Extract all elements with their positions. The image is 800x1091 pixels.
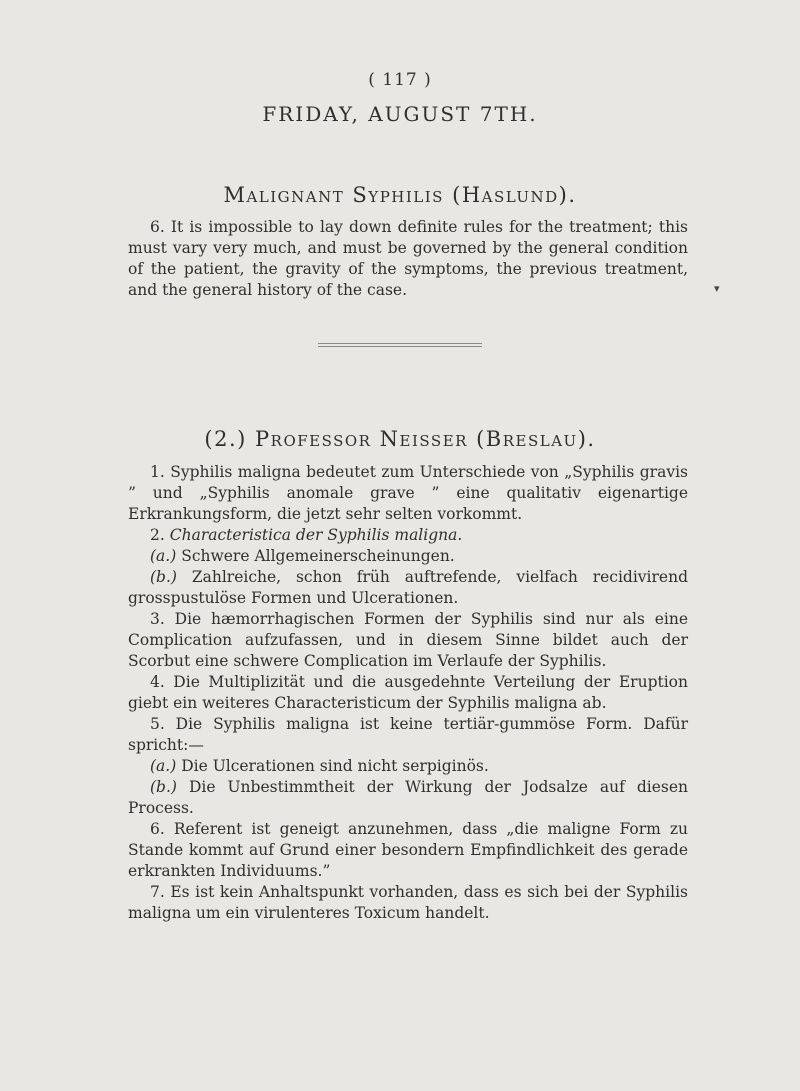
- section-heading-haslund: Malignant Syphilis (Haslund).: [223, 183, 577, 207]
- paragraph: 4. Die Multiplizität und die ausgedehnte Verteilung der Eruption giebt ein weiteres Characteristicum der Syphilis maligna ab.: [128, 673, 688, 712]
- section-heading-neisser: (2.) Professor Neisser (Breslau).: [204, 427, 596, 451]
- section2-body: [128, 462, 688, 924]
- paragraph: (b.) Zahlreiche, schon früh auftrefende, vielfach recidivirend grosspustulöse Formen und Ulcerationen.: [128, 568, 689, 607]
- paragraph: 1. Syphilis maligna bedeutet zum Unterschiede von „Syphilis gravis ” und „Syphilis anomale grave ” eine qualitativ eigenartige Erkrankungsform, die jetzt sehr selten vorkommt.: [128, 463, 688, 523]
- paragraph: (b.) Die Unbestimmtheit der Wirkung der Jodsalze auf diesen Process.: [128, 778, 688, 817]
- paragraph: 3. Die hæmorrhagischen Formen der Syphilis sind nur als eine Complication aufzufassen, und in diesem Sinne bildet auch der Scorbut eine schwere Complication im Verlaufe der Syphilis.: [128, 610, 688, 670]
- paragraph: 5. Die Syphilis maligna ist keine tertiär-gummöse Form. Dafür spricht:—: [128, 715, 688, 754]
- paragraph: (a.) Die Ulcerationen sind nicht serpiginös.: [150, 757, 489, 775]
- page-number: ( 117 ): [368, 70, 432, 90]
- paragraph: 6. Referent ist geneigt anzunehmen, dass „die maligne Form zu Stande kommt auf Grund einer besondern Empfindlichkeit des gerade erkrankten Individuums.”: [128, 820, 688, 880]
- paragraph: 7. Es ist kein Anhaltspunkt vorhanden, dass es sich bei der Syphilis maligna um ein virulenteres Toxicum handelt.: [128, 883, 688, 922]
- divider-rule: [318, 343, 482, 347]
- paragraph: (a.) Schwere Allgemeinerscheinungen.: [150, 547, 455, 565]
- section1-body: [128, 217, 688, 301]
- running-head: FRIDAY, AUGUST 7TH.: [262, 102, 538, 126]
- paragraph: 2. Characteristica der Syphilis maligna.: [150, 526, 463, 544]
- paragraph: 6. It is impossible to lay down definite rules for the treatment; this must vary very much, and must be governed by the general condition of the patient, the gravity of the symptoms, the previous treatment, and the general history of the case.: [128, 218, 688, 299]
- margin-mark-icon: ▾: [714, 282, 720, 295]
